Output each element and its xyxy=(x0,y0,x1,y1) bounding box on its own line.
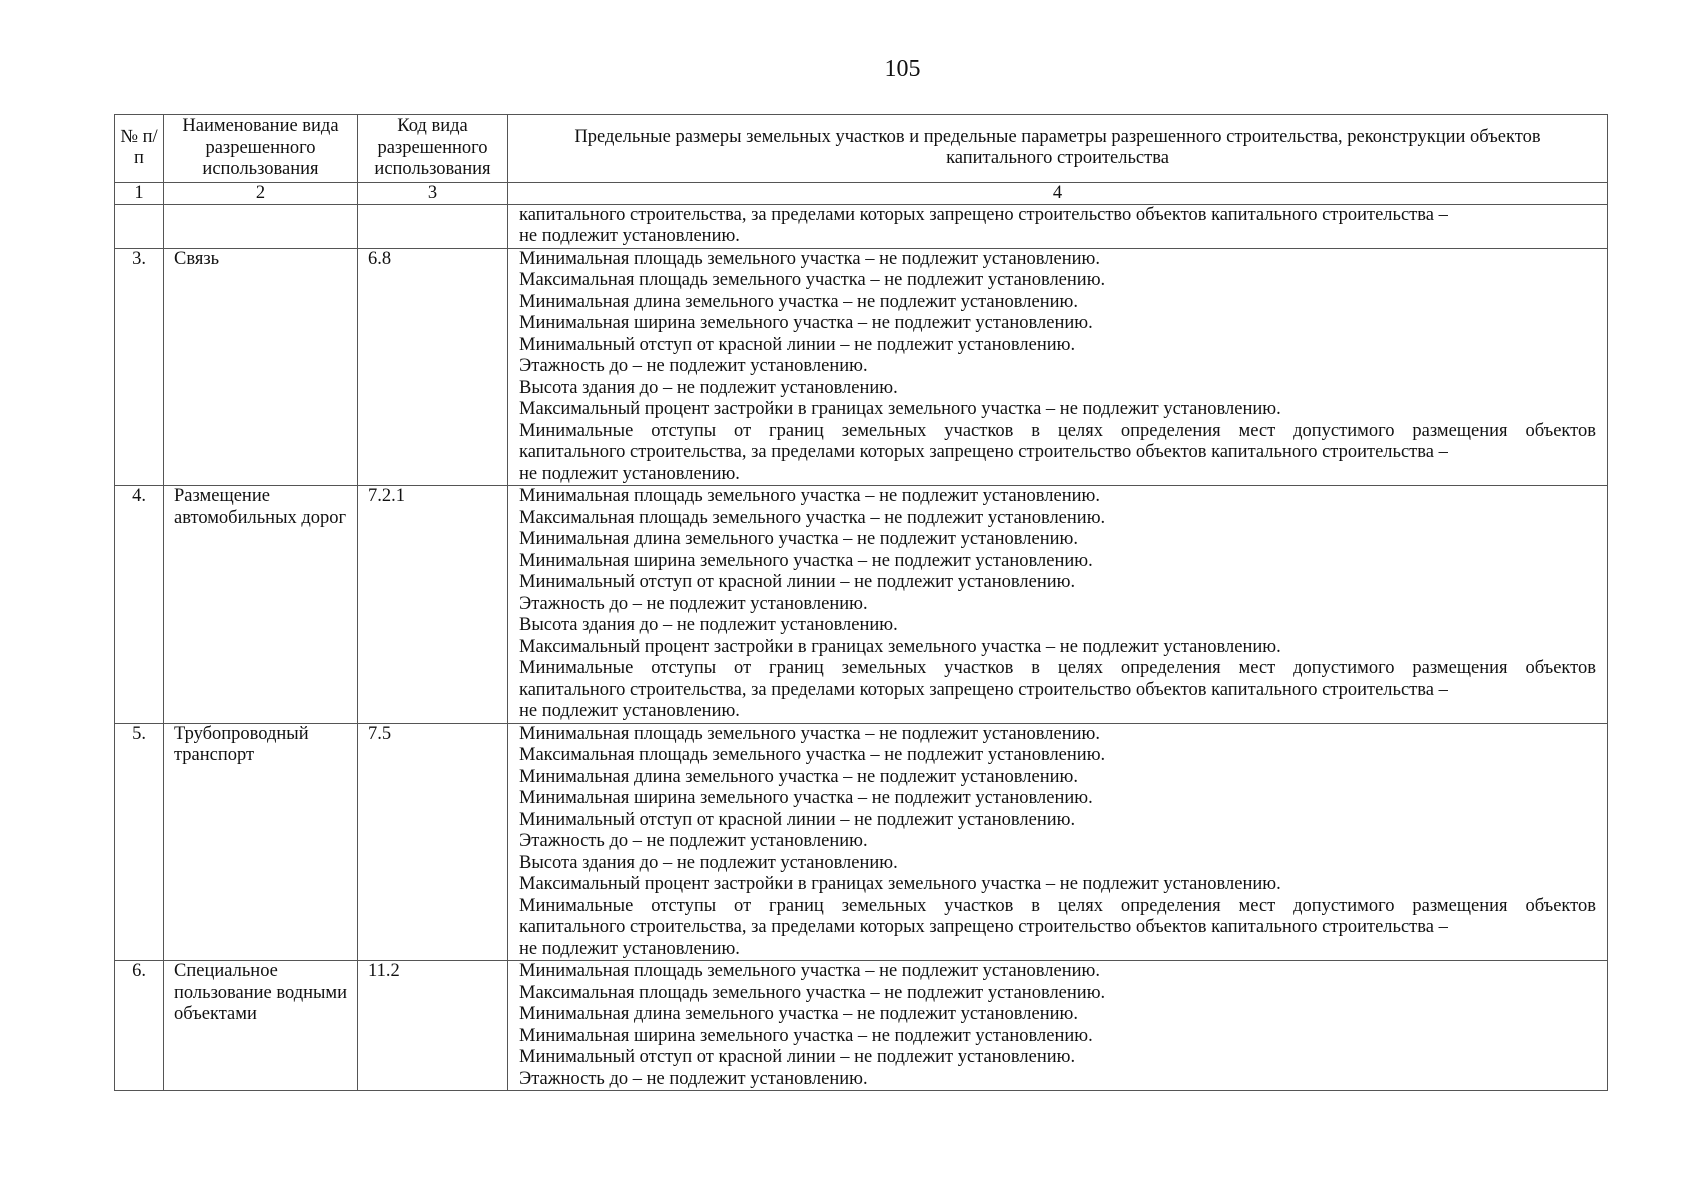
param-line: Высота здания до – не подлежит установлению. xyxy=(519,377,898,398)
table-row xyxy=(115,486,1608,724)
row-number: 6. xyxy=(115,961,164,1091)
continuation-row xyxy=(115,204,1608,248)
parameters-cell xyxy=(508,248,1608,486)
column-number: 1 xyxy=(115,182,164,204)
header-use-code: Код вида разрешенного использования xyxy=(358,115,508,183)
param-line: Минимальная площадь земельного участка – не подлежит установлению. xyxy=(519,961,1100,981)
param-line: капитального строительства, за пределами которых запрещено строительство объектов капитального строительства – xyxy=(519,442,1448,462)
param-line: Этажность до – не подлежит установлению. xyxy=(519,1068,868,1089)
column-number: 3 xyxy=(358,182,508,204)
param-line: Минимальная длина земельного участка – не подлежит установлению. xyxy=(519,1004,1078,1024)
param-line: Минимальный отступ от красной линии – не подлежит установлению. xyxy=(519,809,1076,830)
param-line: Максимальная площадь земельного участка – не подлежит установлению. xyxy=(519,982,1106,1003)
table-row xyxy=(115,961,1608,1091)
param-line: Минимальная длина земельного участка – не подлежит установлению. xyxy=(519,291,1078,312)
param-line: Минимальная ширина земельного участка – не подлежит установлению. xyxy=(519,788,1093,808)
use-code: 6.8 xyxy=(358,248,508,486)
header-parameters: Предельные размеры земельных участков и предельные параметры разрешенного строительства, реконструкции объектов капитального строительства xyxy=(508,115,1608,183)
param-line: Максимальный процент застройки в границах земельного участка – не подлежит установлению. xyxy=(519,874,1281,894)
param-line: Минимальная площадь земельного участка – не подлежит установлению. xyxy=(519,723,1100,744)
param-line: Минимальный отступ от красной линии – не подлежит установлению. xyxy=(519,1047,1076,1067)
param-line: Минимальная длина земельного участка – не подлежит установлению. xyxy=(519,529,1078,549)
param-line: Минимальный отступ от красной линии – не подлежит установлению. xyxy=(519,334,1076,355)
param-line: Этажность до – не подлежит установлению. xyxy=(519,593,868,614)
page-number: 105 xyxy=(884,56,921,82)
parameters-cell xyxy=(508,961,1608,1091)
parameters-cell xyxy=(508,723,1608,961)
row-number: 3. xyxy=(115,248,164,486)
param-line: Минимальные отступы от границ земельных участков в целях определения мест допустимого размещения объектов xyxy=(519,895,1596,916)
parameters-cell xyxy=(508,486,1608,724)
param-line: не подлежит установлению. xyxy=(519,938,740,959)
row-number: 4. xyxy=(115,486,164,724)
param-line: Минимальная площадь земельного участка – не подлежит установлению. xyxy=(519,248,1100,269)
param-line: Минимальная ширина земельного участка – не подлежит установлению. xyxy=(519,550,1093,571)
continuation-params xyxy=(508,204,1608,248)
param-line: не подлежит установлению. xyxy=(519,701,740,721)
param-line: Максимальная площадь земельного участка – не подлежит установлению. xyxy=(519,270,1106,290)
param-line: Минимальная длина земельного участка – не подлежит установлению. xyxy=(519,766,1078,787)
row-number: 5. xyxy=(115,723,164,961)
param-line: Минимальная ширина земельного участка – не подлежит установлению. xyxy=(519,313,1093,333)
param-line: Максимальный процент застройки в границах земельного участка – не подлежит установлению. xyxy=(519,399,1281,419)
param-line: Минимальные отступы от границ земельных участков в целях определения мест допустимого размещения объектов xyxy=(519,420,1596,441)
param-line: Максимальная площадь земельного участка – не подлежит установлению. xyxy=(519,745,1106,765)
use-code: 7.2.1 xyxy=(358,486,508,724)
param-line: Минимальная площадь земельного участка – не подлежит установлению. xyxy=(519,486,1100,506)
table-header-row xyxy=(115,115,1608,183)
param-line: капитального строительства, за пределами которых запрещено строительство объектов капитального строительства – xyxy=(519,917,1448,937)
param-line: капитального строительства, за пределами которых запрещено строительство объектов капитального строительства – xyxy=(519,679,1448,700)
param-line: Высота здания до – не подлежит установлению. xyxy=(519,852,898,873)
param-line: Максимальный процент застройки в границах земельного участка – не подлежит установлению. xyxy=(519,636,1281,657)
header-number: № п/п xyxy=(115,115,164,183)
param-line: Этажность до – не подлежит установлению. xyxy=(519,831,868,851)
param-line: Минимальные отступы от границ земельных участков в целях определения мест допустимого размещения объектов xyxy=(519,658,1596,678)
param-line: капитального строительства, за пределами которых запрещено строительство объектов капитального строительства – xyxy=(519,204,1448,225)
param-line: не подлежит установлению. xyxy=(519,463,740,484)
param-line: Высота здания до – не подлежит установлению. xyxy=(519,615,898,635)
land-use-table xyxy=(114,114,1608,1091)
use-name: Специальное пользование водными объектами xyxy=(164,961,358,1091)
use-code: 7.5 xyxy=(358,723,508,961)
param-line: Максимальная площадь земельного участка – не подлежит установлению. xyxy=(519,507,1106,528)
param-line: Этажность до – не подлежит установлению. xyxy=(519,356,868,376)
column-number: 4 xyxy=(508,182,1608,204)
column-number: 2 xyxy=(164,182,358,204)
use-code: 11.2 xyxy=(358,961,508,1091)
param-line: не подлежит установлению. xyxy=(519,226,740,246)
table-row xyxy=(115,248,1608,486)
table-row xyxy=(115,723,1608,961)
use-name: Трубопроводный транспорт xyxy=(164,723,358,961)
column-number-row xyxy=(115,182,1608,204)
header-use-name: Наименование вида разрешенного использования xyxy=(164,115,358,183)
param-line: Минимальный отступ от красной линии – не подлежит установлению. xyxy=(519,572,1076,592)
use-name: Связь xyxy=(164,248,358,486)
param-line: Минимальная ширина земельного участка – не подлежит установлению. xyxy=(519,1025,1093,1046)
use-name: Размещение автомобильных дорог xyxy=(164,486,358,724)
